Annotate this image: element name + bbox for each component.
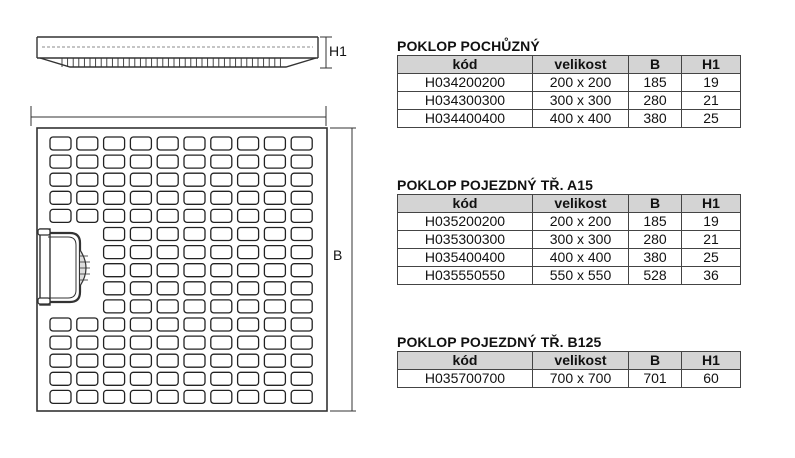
slot	[130, 246, 151, 259]
slot	[184, 228, 205, 241]
slot	[291, 137, 312, 150]
slot	[264, 191, 285, 204]
slot	[211, 318, 232, 331]
slot	[157, 155, 178, 168]
slot	[50, 390, 71, 403]
slot	[50, 318, 71, 331]
slot	[77, 137, 98, 150]
slot	[211, 228, 232, 241]
slot	[157, 209, 178, 222]
slot	[291, 354, 312, 367]
slot	[184, 318, 205, 331]
table-row	[398, 267, 741, 285]
cell-h1: 21	[682, 231, 741, 249]
slot	[291, 390, 312, 403]
slot	[157, 282, 178, 295]
cell-b: 280	[629, 92, 682, 110]
table-header-row	[398, 56, 741, 74]
slot	[211, 155, 232, 168]
cell-velikost: 550 x 550	[533, 267, 629, 285]
cell-velikost: 300 x 300	[533, 92, 629, 110]
slot	[291, 246, 312, 259]
spec-table	[397, 194, 741, 285]
cell-velikost: 700 x 700	[533, 370, 629, 388]
cell-h1: 21	[682, 92, 741, 110]
header-velikost: velikost	[533, 195, 629, 213]
slot	[291, 228, 312, 241]
cell-velikost: 300 x 300	[533, 231, 629, 249]
slot	[264, 264, 285, 277]
width-dimension	[31, 106, 326, 126]
slot	[238, 264, 259, 277]
cell-kod: H034200200	[398, 74, 533, 92]
slot	[211, 336, 232, 349]
header-kod: kód	[398, 352, 533, 370]
slot	[264, 318, 285, 331]
cell-b: 185	[629, 213, 682, 231]
slot	[291, 173, 312, 186]
slot	[157, 336, 178, 349]
cell-kod: H035550550	[398, 267, 533, 285]
slot	[211, 209, 232, 222]
plan-view	[37, 128, 327, 411]
slot	[104, 300, 125, 313]
cell-kod: H034400400	[398, 110, 533, 128]
slot	[157, 354, 178, 367]
slot	[157, 246, 178, 259]
slot	[238, 282, 259, 295]
slot	[130, 372, 151, 385]
slot	[184, 354, 205, 367]
slot	[130, 354, 151, 367]
cell-kod: H035700700	[398, 370, 533, 388]
slot	[130, 336, 151, 349]
slot	[50, 173, 71, 186]
header-b: B	[629, 195, 682, 213]
slot	[211, 173, 232, 186]
slot	[50, 372, 71, 385]
slot	[50, 336, 71, 349]
table-row	[398, 74, 741, 92]
slot	[264, 228, 285, 241]
header-b: B	[629, 352, 682, 370]
cell-h1: 36	[682, 267, 741, 285]
cell-b: 701	[629, 370, 682, 388]
slot	[130, 173, 151, 186]
slot	[238, 173, 259, 186]
slot	[77, 173, 98, 186]
slot	[238, 372, 259, 385]
slot	[211, 354, 232, 367]
slot	[77, 155, 98, 168]
slot	[104, 155, 125, 168]
slot	[104, 246, 125, 259]
header-h1: H1	[682, 352, 741, 370]
slot	[130, 264, 151, 277]
h1-dimension-label: H1	[329, 43, 347, 59]
slot	[77, 354, 98, 367]
slot	[238, 155, 259, 168]
slot	[291, 318, 312, 331]
slot	[104, 282, 125, 295]
b-dimension-label: B	[333, 247, 343, 263]
slot	[130, 300, 151, 313]
table-header-row	[398, 352, 741, 370]
slot	[50, 155, 71, 168]
slot	[50, 354, 71, 367]
slot	[104, 336, 125, 349]
section-title: POKLOP POJEZDNÝ TŘ. B125	[397, 334, 602, 350]
cell-h1: 19	[682, 213, 741, 231]
table-header-row	[398, 195, 741, 213]
slot	[77, 372, 98, 385]
header-b: B	[629, 56, 682, 74]
section-title: POKLOP POCHŮZNÝ	[397, 38, 540, 54]
cell-velikost: 400 x 400	[533, 110, 629, 128]
slot	[291, 209, 312, 222]
slot	[130, 209, 151, 222]
slot	[157, 318, 178, 331]
slot	[50, 209, 71, 222]
cell-velikost: 200 x 200	[533, 74, 629, 92]
slot	[77, 191, 98, 204]
slot	[264, 282, 285, 295]
slot	[238, 336, 259, 349]
slot	[184, 300, 205, 313]
slot	[184, 137, 205, 150]
slot	[238, 209, 259, 222]
side-view	[37, 37, 347, 68]
slot	[184, 155, 205, 168]
slot	[104, 318, 125, 331]
slot	[238, 137, 259, 150]
header-kod: kód	[398, 56, 533, 74]
cell-h1: 60	[682, 370, 741, 388]
slot	[291, 300, 312, 313]
section-pojezdny-a15	[397, 176, 741, 285]
cell-kod: H034300300	[398, 92, 533, 110]
slot	[291, 191, 312, 204]
slot	[238, 191, 259, 204]
slot	[238, 354, 259, 367]
header-velikost: velikost	[533, 56, 629, 74]
table-row	[398, 110, 741, 128]
slot	[211, 390, 232, 403]
slot	[104, 137, 125, 150]
slot	[157, 191, 178, 204]
section-title: POKLOP POJEZDNÝ TŘ. A15	[397, 177, 594, 193]
plan-view-slots	[50, 137, 312, 403]
slot	[264, 300, 285, 313]
slot	[211, 372, 232, 385]
slot	[264, 246, 285, 259]
slot	[211, 137, 232, 150]
slot	[130, 155, 151, 168]
slot	[104, 209, 125, 222]
slot	[130, 318, 151, 331]
slot	[184, 372, 205, 385]
slot	[264, 390, 285, 403]
cell-kod: H035300300	[398, 231, 533, 249]
cell-h1: 25	[682, 110, 741, 128]
slot	[157, 228, 178, 241]
slot	[211, 246, 232, 259]
slot	[264, 372, 285, 385]
header-h1: H1	[682, 195, 741, 213]
slot	[157, 390, 178, 403]
slot	[238, 390, 259, 403]
slot	[184, 191, 205, 204]
slot	[264, 354, 285, 367]
slot	[238, 246, 259, 259]
handle	[38, 229, 90, 305]
slot	[211, 264, 232, 277]
slot	[264, 209, 285, 222]
slot	[184, 282, 205, 295]
slot	[130, 191, 151, 204]
table-row	[398, 213, 741, 231]
slot	[130, 282, 151, 295]
slot	[238, 318, 259, 331]
slot	[77, 318, 98, 331]
slot	[184, 173, 205, 186]
slot	[104, 173, 125, 186]
height-dimension	[330, 128, 356, 411]
cell-velikost: 200 x 200	[533, 213, 629, 231]
slot	[184, 246, 205, 259]
slot	[77, 390, 98, 403]
slot	[291, 336, 312, 349]
cell-b: 280	[629, 231, 682, 249]
slot	[211, 282, 232, 295]
slot	[291, 372, 312, 385]
slot	[291, 282, 312, 295]
table-row	[398, 92, 741, 110]
slot	[291, 264, 312, 277]
cell-b: 185	[629, 74, 682, 92]
cover-technical-drawing	[0, 0, 395, 458]
slot	[130, 228, 151, 241]
cell-kod: H035200200	[398, 213, 533, 231]
slot	[77, 336, 98, 349]
cell-kod: H035400400	[398, 249, 533, 267]
slot	[157, 300, 178, 313]
slot	[157, 173, 178, 186]
table-row	[398, 370, 741, 388]
cell-b: 380	[629, 110, 682, 128]
slot	[291, 155, 312, 168]
cell-h1: 25	[682, 249, 741, 267]
slot	[130, 390, 151, 403]
slot	[184, 390, 205, 403]
slot	[104, 191, 125, 204]
cell-velikost: 400 x 400	[533, 249, 629, 267]
header-velikost: velikost	[533, 352, 629, 370]
slot	[157, 264, 178, 277]
slot	[264, 336, 285, 349]
slot	[130, 137, 151, 150]
slot	[238, 300, 259, 313]
header-h1: H1	[682, 56, 741, 74]
slot	[104, 228, 125, 241]
side-view-ribs	[42, 47, 313, 67]
slot	[50, 191, 71, 204]
cell-b: 528	[629, 267, 682, 285]
slot	[238, 228, 259, 241]
slot	[157, 137, 178, 150]
slot	[104, 390, 125, 403]
spec-table	[397, 351, 741, 388]
slot	[184, 336, 205, 349]
slot	[184, 264, 205, 277]
slot	[104, 372, 125, 385]
slot	[184, 209, 205, 222]
header-kod: kód	[398, 195, 533, 213]
slot	[157, 372, 178, 385]
slot	[264, 137, 285, 150]
table-row	[398, 249, 741, 267]
slot	[104, 354, 125, 367]
cell-b: 380	[629, 249, 682, 267]
table-row	[398, 231, 741, 249]
slot	[264, 155, 285, 168]
slot	[104, 264, 125, 277]
slot	[211, 191, 232, 204]
slot	[264, 173, 285, 186]
spec-table	[397, 55, 741, 128]
cell-h1: 19	[682, 74, 741, 92]
slot	[77, 209, 98, 222]
slot	[50, 137, 71, 150]
section-pojezdny-b125	[397, 333, 741, 388]
slot	[211, 300, 232, 313]
section-pochuzny	[397, 37, 741, 128]
